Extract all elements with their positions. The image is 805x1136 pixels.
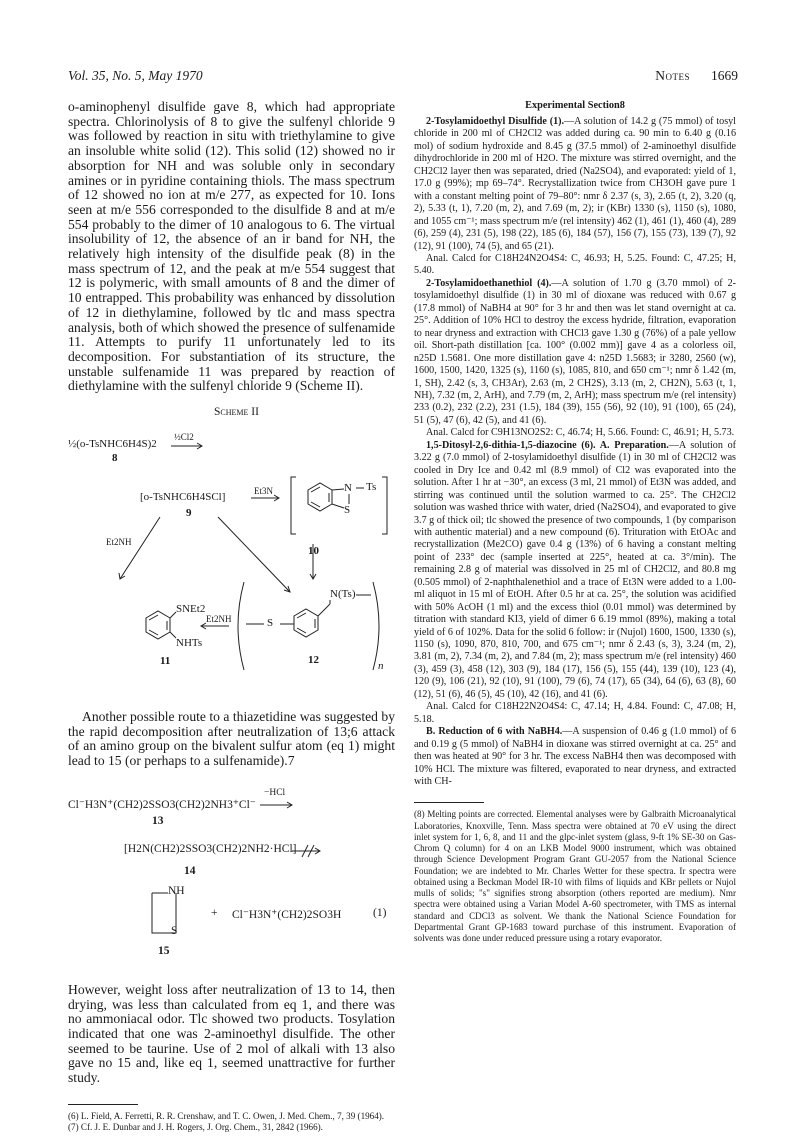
body-paragraph-1: o-aminophenyl disulfide gave 8, which had appropriate spectra. Chlorinolysis of 8 to give the sulfenyl chloride 9 was followed by reaction in situ with triethylamine to give an insoluble white solid (12). This solid (12) showed no ir absorption for NH and was soluble only in secondary amines or in pyridine containing thiols. The mass spectrum of 12 showed no ion at m/e 277, as expected for 10. Ions seen at m/e 556 corresponded to the disulfide 8 and at m/e 554 probably to the dimer of 10 analogous to 6. The virtual insolubility of 12, the absence of an ir band for NH, the relatively high intensity of the disulfide peak (8) in the mass spectrum of 12, and the peak at m/e 554 suggest that 12 is polymeric, with small amounts of 8 and the dimer of 10 entrapped. This probability was enhanced by dissolution of 12 in diethylamine, followed by tlc and mass spectra analysis, both of which showed the presence of sulfenamide 11. Attempts to purify 11 unfortunately led to its decomposition. For substantiation of its structure, the unstable sulfenamide 11 was prepared by reaction of diethylamine with the sulfenyl chloride 9 (Scheme II). [68, 99, 395, 394]
page-number: 1669 [711, 68, 738, 83]
compound-15-s: S [171, 924, 178, 937]
compound-13-label: 13 [152, 814, 164, 827]
section-3-title: 1,5-Ditosyl-2,6-dithia-1,5-diazocine (6). A. Preparation. [426, 439, 669, 451]
section-4-title: B. Reduction of 6 with NaBH4. [426, 726, 563, 738]
compound-10-s: S [344, 504, 351, 517]
coproduct-formula: Cl⁻H3N⁺(CH2)2SO3H [232, 908, 342, 921]
compound-12-s: S [267, 617, 274, 630]
scheme-ii [68, 404, 395, 710]
compound-15-label: 15 [158, 944, 170, 957]
section-2-text: —A solution of 1.70 g (3.70 mmol) of 2-tosylamidoethyl disulfide (1) in 30 ml of dioxane was reduced with 0.67 g (17.8 mmol) of NaBH4 at 90° for 3 hr and then was let stand overnight at ca. 25°. Addition of 10% HCl to destroy the excess hydride, filtration, evaporation to near dryness and extraction with CHCl3 gave 1.30 g (76%) of a pale yellow oil. Short-path distillation [ca. 100° (0.002 mm)] gave 4 as a colorless oil, n25D 1.5681. One more distillation gave 4: n25D 1.5683; ir 3280, 2560 (w), 1600, 1500, 1420, 1325 (s), 1160 (s), 1085, 810, and 650 cm⁻¹; nmr δ 1.42 (m, 1, SH), 2.42 (s, 3, CH3Ar), 2.63 (m, 2 CH2S), 3.13 (m, 2, CH2N), 5.63 (t, 1, NH), 7.32 (m, 2, ArH), and 7.79 (m, 2, ArH); mass spectrum m/e (rel intensity) 233 (0.2), 232 (2.2), 231 (1.5), 184 (39), 155 (56), 92 (10), 91 (100), 65 (24), 51 (5), 47 (6), 42 (5), and 41 (6). [414, 277, 736, 426]
section-2-analysis: Anal. Calcd for C9H13NO2S2: C, 46.74; H, 5.66. Found: C, 46.91; H, 5.73. [426, 427, 735, 439]
section-diazocine-6 [414, 440, 736, 702]
section-1-title: 2-Tosylamidoethyl Disulfide (1). [426, 116, 565, 127]
compound-11-label: 11 [160, 655, 171, 668]
body-paragraph-2: Another possible route to a thiazetidine was suggested by the rapid decomposition after neutralization of 13;6 attack of an amino group on the bivalent sulfur atom (eq 1) might lead to 15 (or perhaps to a sulfenamide).7 [68, 709, 395, 769]
section-4-text: —A suspension of 0.46 g (1.0 mmol) of 6 and 0.19 g (5 mmol) of NaBH4 in dioxane was stirred overnight at ca. 25° and then was heated at 90° for 3 hr. The excess NaBH4 then was decomposed with 10% HCl. The mixture was filtered, evaporated to near dryness, and extracted with CH- [414, 726, 736, 788]
compound-10-label: 10 [308, 545, 319, 558]
compound-15-nh: NH [168, 884, 185, 897]
et2nh-reagent-a: Et2NH [106, 537, 132, 548]
compound-10-ts: Ts [366, 481, 377, 494]
section-disulfide-1 [414, 116, 736, 253]
section-thiol-4 [414, 278, 736, 427]
section-reduction [414, 726, 736, 788]
right-column [414, 100, 736, 944]
scheme-title: Scheme II [214, 406, 259, 419]
et2nh-reagent-b: Et2NH [206, 614, 232, 625]
equation-drawing [68, 783, 395, 983]
compound-9-formula: [o-TsNHC6H4SCl] [140, 491, 226, 504]
compound-10-n: N [344, 482, 352, 495]
et3n-reagent: Et3N [254, 486, 273, 497]
compound-11-snet2: SNEt2 [176, 603, 206, 616]
body-paragraph-3: However, weight loss after neutralization of 13 to 14, then drying, was less than calculated from eq 1, and there was no ammoniacal odor. Tlc showed two products. Tosylation indicated that one was 2-aminoethyl disulfide. The other seemed to be taurine. Use of 2 mol of alkali with 13 also gave no 15 and, like eq 1, seemed unattractive for further study. [68, 981, 395, 1086]
equation-1 [68, 783, 395, 983]
plus-sign: + [211, 906, 218, 919]
section-1-analysis: Anal. Calcd for C18H24N2O4S4: C, 46.93; H, 5.25. Found: C, 47.25; H, 5.40. [414, 252, 736, 277]
footnote-rule-right [414, 802, 484, 803]
compound-11-nhts: NHTs [176, 637, 203, 650]
equation-number: (1) [373, 906, 387, 919]
minus-hcl-label: −HCl [264, 787, 286, 798]
compound-12-nts: N(Ts) [330, 588, 356, 601]
cl2-reagent: ½Cl2 [174, 432, 194, 443]
journal-citation: Vol. 35, No. 5, May 1970 [68, 68, 203, 83]
compound-8-label: 8 [112, 452, 118, 465]
compound-13-formula: Cl⁻H3N⁺(CH2)2SSO3(CH2)2NH3⁺Cl⁻ [68, 798, 256, 811]
section-3-text: —A solution of 3.22 g (7.0 mmol) of 2-tosylamidoethyl disulfide (1) in 30 ml of CH2Cl2 was cooled in Dry Ice and 0.42 ml (8.9 mmol) of Cl2 was evaporated into the solution. After 1 hr at −30°, an excess (3 ml, 21 mmol) of Et3N was added, and stirring was continued until the solution warmed to ca. 25°. The CH2Cl2 solution was washed thrice with water, dried (Na2SO4), and evaporated to give 3.7 g of thick oil; tlc showed the presence of two compounds, 1 (by comparison with authentic material) and a new compound (6). Trituration with EtOAc and recrystallization (Me2CO) gave 0.4 g (13%) of 6 having a constant melting point of 233° dec (sample inserted at 225°, heated at ca. 3°/min). The remaining 2.8 g of material was dissolved in 25 ml of CH2Cl2, and 80.8 mg (0.505 mmol) of 2-naphthalenethiol and a trace of Et3N were added to a 1.00-ml aliquot in 15 ml of EtOH. After 0.5 hr at ca. 25°, the solution was acidified with 50% AcOH (1 ml) and the excess thiol (0.01 mmol) was determined by titration with standard KI3, yield of dimer 6 6.19 mmol (89%), making a total yield of 6 of 102%. Data for the solid 6 follow: ir (Nujol) 1600, 1500, 1330 (s), 1150 (s), 1090, 870, 810, 700, and 675 cm⁻¹; nmr δ 2.43 (s, 3), 3.24 (m, 2), 3.81 (m, 2), 7.34 (m, 2), and 7.84 (m, 2); mass spectrum m/e (rel intensity) 460 (3), 459 (3), 458 (12), 303 (9), 184 (17), 156 (5), 155 (44), 139 (10), 123 (4), 120 (9), 106 (21), 92 (10), 91 (100), 79 (6), 74 (17), 65 (34), 64 (6), 63 (8), 60 (12), 51 (6), 46 (5), 45 (10), 42 (16), and 41 (6). [414, 439, 737, 700]
compound-8-formula: ½(o-TsNHC6H4S)2 [68, 438, 157, 451]
section-3-analysis: Anal. Calcd for C18H22N2O4S4: C, 47.14; H, 4.84. Found: C, 47.08; H, 5.18. [414, 701, 736, 725]
footnote-8: (8) Melting points are corrected. Elemental analyses were by Galbraith Microanalytical Laboratories, Knoxville, Tenn. Mass spectra were obtained at 70 eV using the direct inlet system for 1, 6, 8, and 11 and the glpc-inlet system (glass, 9-ft 1% SE-30 on Gas-Chrom Q column) for 4 on an LKB Model 9000 instrument, which was obtained through Science Development Program Grant GU-2057 from the National Science Foundation; we are indebted to Mr. Charles Wetter for these spectra. Ir spectra were obtained using a Beckman Model IR-10 with films of liquids and KBr pellets or Nujol mulls of solids; "s" signifies strong absorption (others reported are medium). Nmr spectra were obtained using a Varian Model A-60 spectrometer, with TMS as internal standard and CDCl3 as solvent. We thank the National Science Foundation for Departmental Grant GP-1683 toward purchase of this instrument. Evaporation of solvents was done under reduced pressure using a rotary evaporator. [414, 809, 736, 944]
section-1-text: —A solution of 14.2 g (75 mmol) of tosyl chloride in 200 ml of CH2Cl2 was added during ca. 90 min to 6.40 g (0.16 mol) of sodium hydroxide and 8.45 g (37.5 mmol) of 2-aminoethyl disulfide dihydrochloride in 200 ml of H2O. The mixture was stirred overnight, and the CH2Cl2 layer then was separated, dried (Na2SO4), and evaporated: yield of 1, 17.0 g (99%); mp 69–74°. Recrystallization twice from CH3OH gave pure 1 with a constant melting point of 79–80°: nmr δ 2.37 (s, 3), 2.65 (t, 2), 3.20 (q, 2), 5.33 (t, 1), 7.20 (m, 2), and 7.69 (m, 2); ir (KBr) 1330 (s), 1150 (s), 1080, and 1055 cm⁻¹; mass spectrum m/e (rel intensity) 462 (1), 461 (1), 460 (4), 289 (6), 259 (4), 231 (5), 198 (22), 185 (6), 184 (57), 156 (7), 155 (73), 139 (7), 92 (12), 91 (100), 74 (5), and 65 (21). [414, 116, 736, 252]
experimental-heading: Experimental Section8 [525, 100, 625, 111]
section-2-title: 2-Tosylamidoethanethiol (4). [426, 277, 552, 289]
compound-14-formula: [H2N(CH2)2SSO3(CH2)2NH2·HCl] [124, 842, 297, 855]
running-header [68, 68, 738, 86]
footnote-6: (6) L. Field, A. Ferretti, R. R. Crenshaw, and T. C. Owen, J. Med. Chem., 7, 39 (1964). [68, 1110, 385, 1121]
compound-12-n: n [378, 660, 384, 673]
footnote-rule-left [68, 1104, 138, 1105]
compound-12-label: 12 [308, 654, 319, 667]
compound-9-label: 9 [186, 507, 192, 520]
compound-14-label: 14 [184, 864, 196, 877]
section-name: Notes [655, 68, 690, 83]
left-column [68, 100, 395, 1133]
footnote-7: (7) Cf. J. E. Dunbar and J. H. Rogers, J. Org. Chem., 31, 2842 (1966). [68, 1122, 323, 1132]
